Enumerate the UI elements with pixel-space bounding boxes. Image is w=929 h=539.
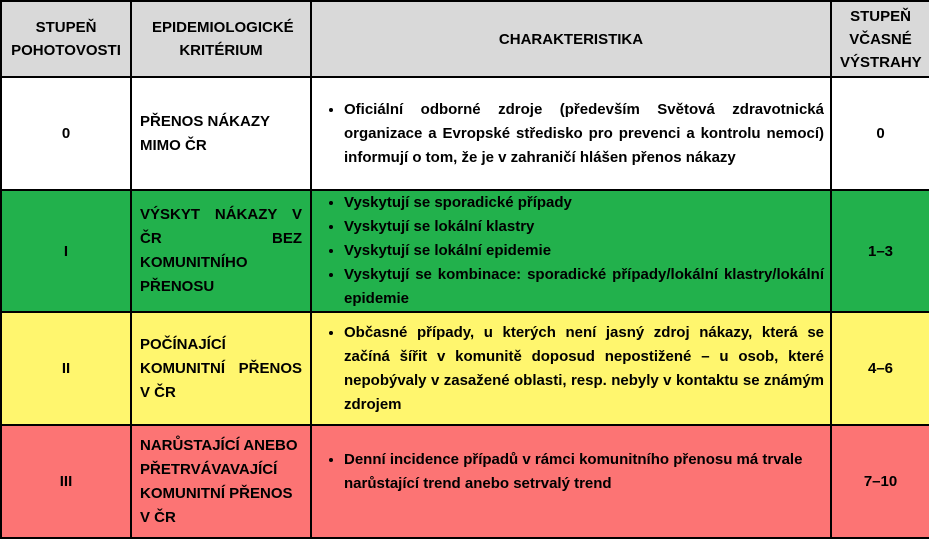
table-row [1, 77, 929, 190]
row-2-characteristics [311, 312, 831, 425]
table-row [1, 312, 929, 425]
row-1-warning: 1–3 [831, 190, 929, 312]
characteristics-list [320, 98, 824, 170]
list-item: • Vyskytují se lokální epidemie [344, 239, 824, 263]
table-row [1, 190, 929, 312]
row-2-level: II [1, 312, 131, 425]
table-row [1, 425, 929, 538]
header-criterion: EPIDEMIOLOGICKÉ KRITÉRIUM [131, 1, 311, 77]
row-0-level: 0 [1, 77, 131, 190]
list-item: • Vyskytují se sporadické případy [344, 191, 824, 215]
row-3-criterion: NARŮSTAJÍCÍ ANEBO PŘETRVÁVAVAJÍCÍ KOMUNITNÍ PŘENOS V ČR [131, 425, 311, 538]
row-3-level: III [1, 425, 131, 538]
row-3-warning: 7–10 [831, 425, 929, 538]
row-3-characteristics [311, 425, 831, 538]
row-0-characteristics [311, 77, 831, 190]
list-item: • Denní incidence případů v rámci komunitního přenosu má trvale narůstající trend anebo setrvalý trend [344, 448, 824, 496]
header-level: STUPEŇ POHOTOVOSTI [1, 1, 131, 77]
header-characteristic: CHARAKTERISTIKA [311, 1, 831, 77]
row-0-criterion: PŘENOS NÁKAZY MIMO ČR [131, 77, 311, 190]
header-warning: STUPEŇ VČASNÉ VÝSTRAHY [831, 1, 929, 77]
characteristics-list [320, 321, 824, 417]
characteristics-list [320, 191, 824, 311]
row-1-level: I [1, 190, 131, 312]
list-item: • Vyskytují se kombinace: sporadické případy/lokální klastry/lokální epidemie [344, 263, 824, 311]
list-item: • Oficiální odborné zdroje (především Světová zdravotnická organizace a Evropské středisko pro prevenci a kontrolu nemocí) informují o tom, že je v zahraničí hlášen přenos nákazy [344, 98, 824, 170]
row-0-warning: 0 [831, 77, 929, 190]
list-item: • Občasné případy, u kterých není jasný zdroj nákazy, která se začíná šířit v komunitě doposud nepostižené – u osob, které nepobývaly v zasažené oblasti, resp. nebyly v kontaktu se známým zdrojem [344, 321, 824, 417]
characteristics-list [320, 448, 824, 496]
table-header-row [1, 1, 929, 77]
row-2-criterion: POČÍNAJÍCÍ KOMUNITNÍ PŘENOS V ČR [131, 312, 311, 425]
row-2-warning: 4–6 [831, 312, 929, 425]
row-1-criterion: VÝSKYT NÁKAZY V ČR BEZ KOMUNITNÍHO PŘENOSU [131, 190, 311, 312]
list-item: • Vyskytují se lokální klastry [344, 215, 824, 239]
row-1-characteristics [311, 190, 831, 312]
